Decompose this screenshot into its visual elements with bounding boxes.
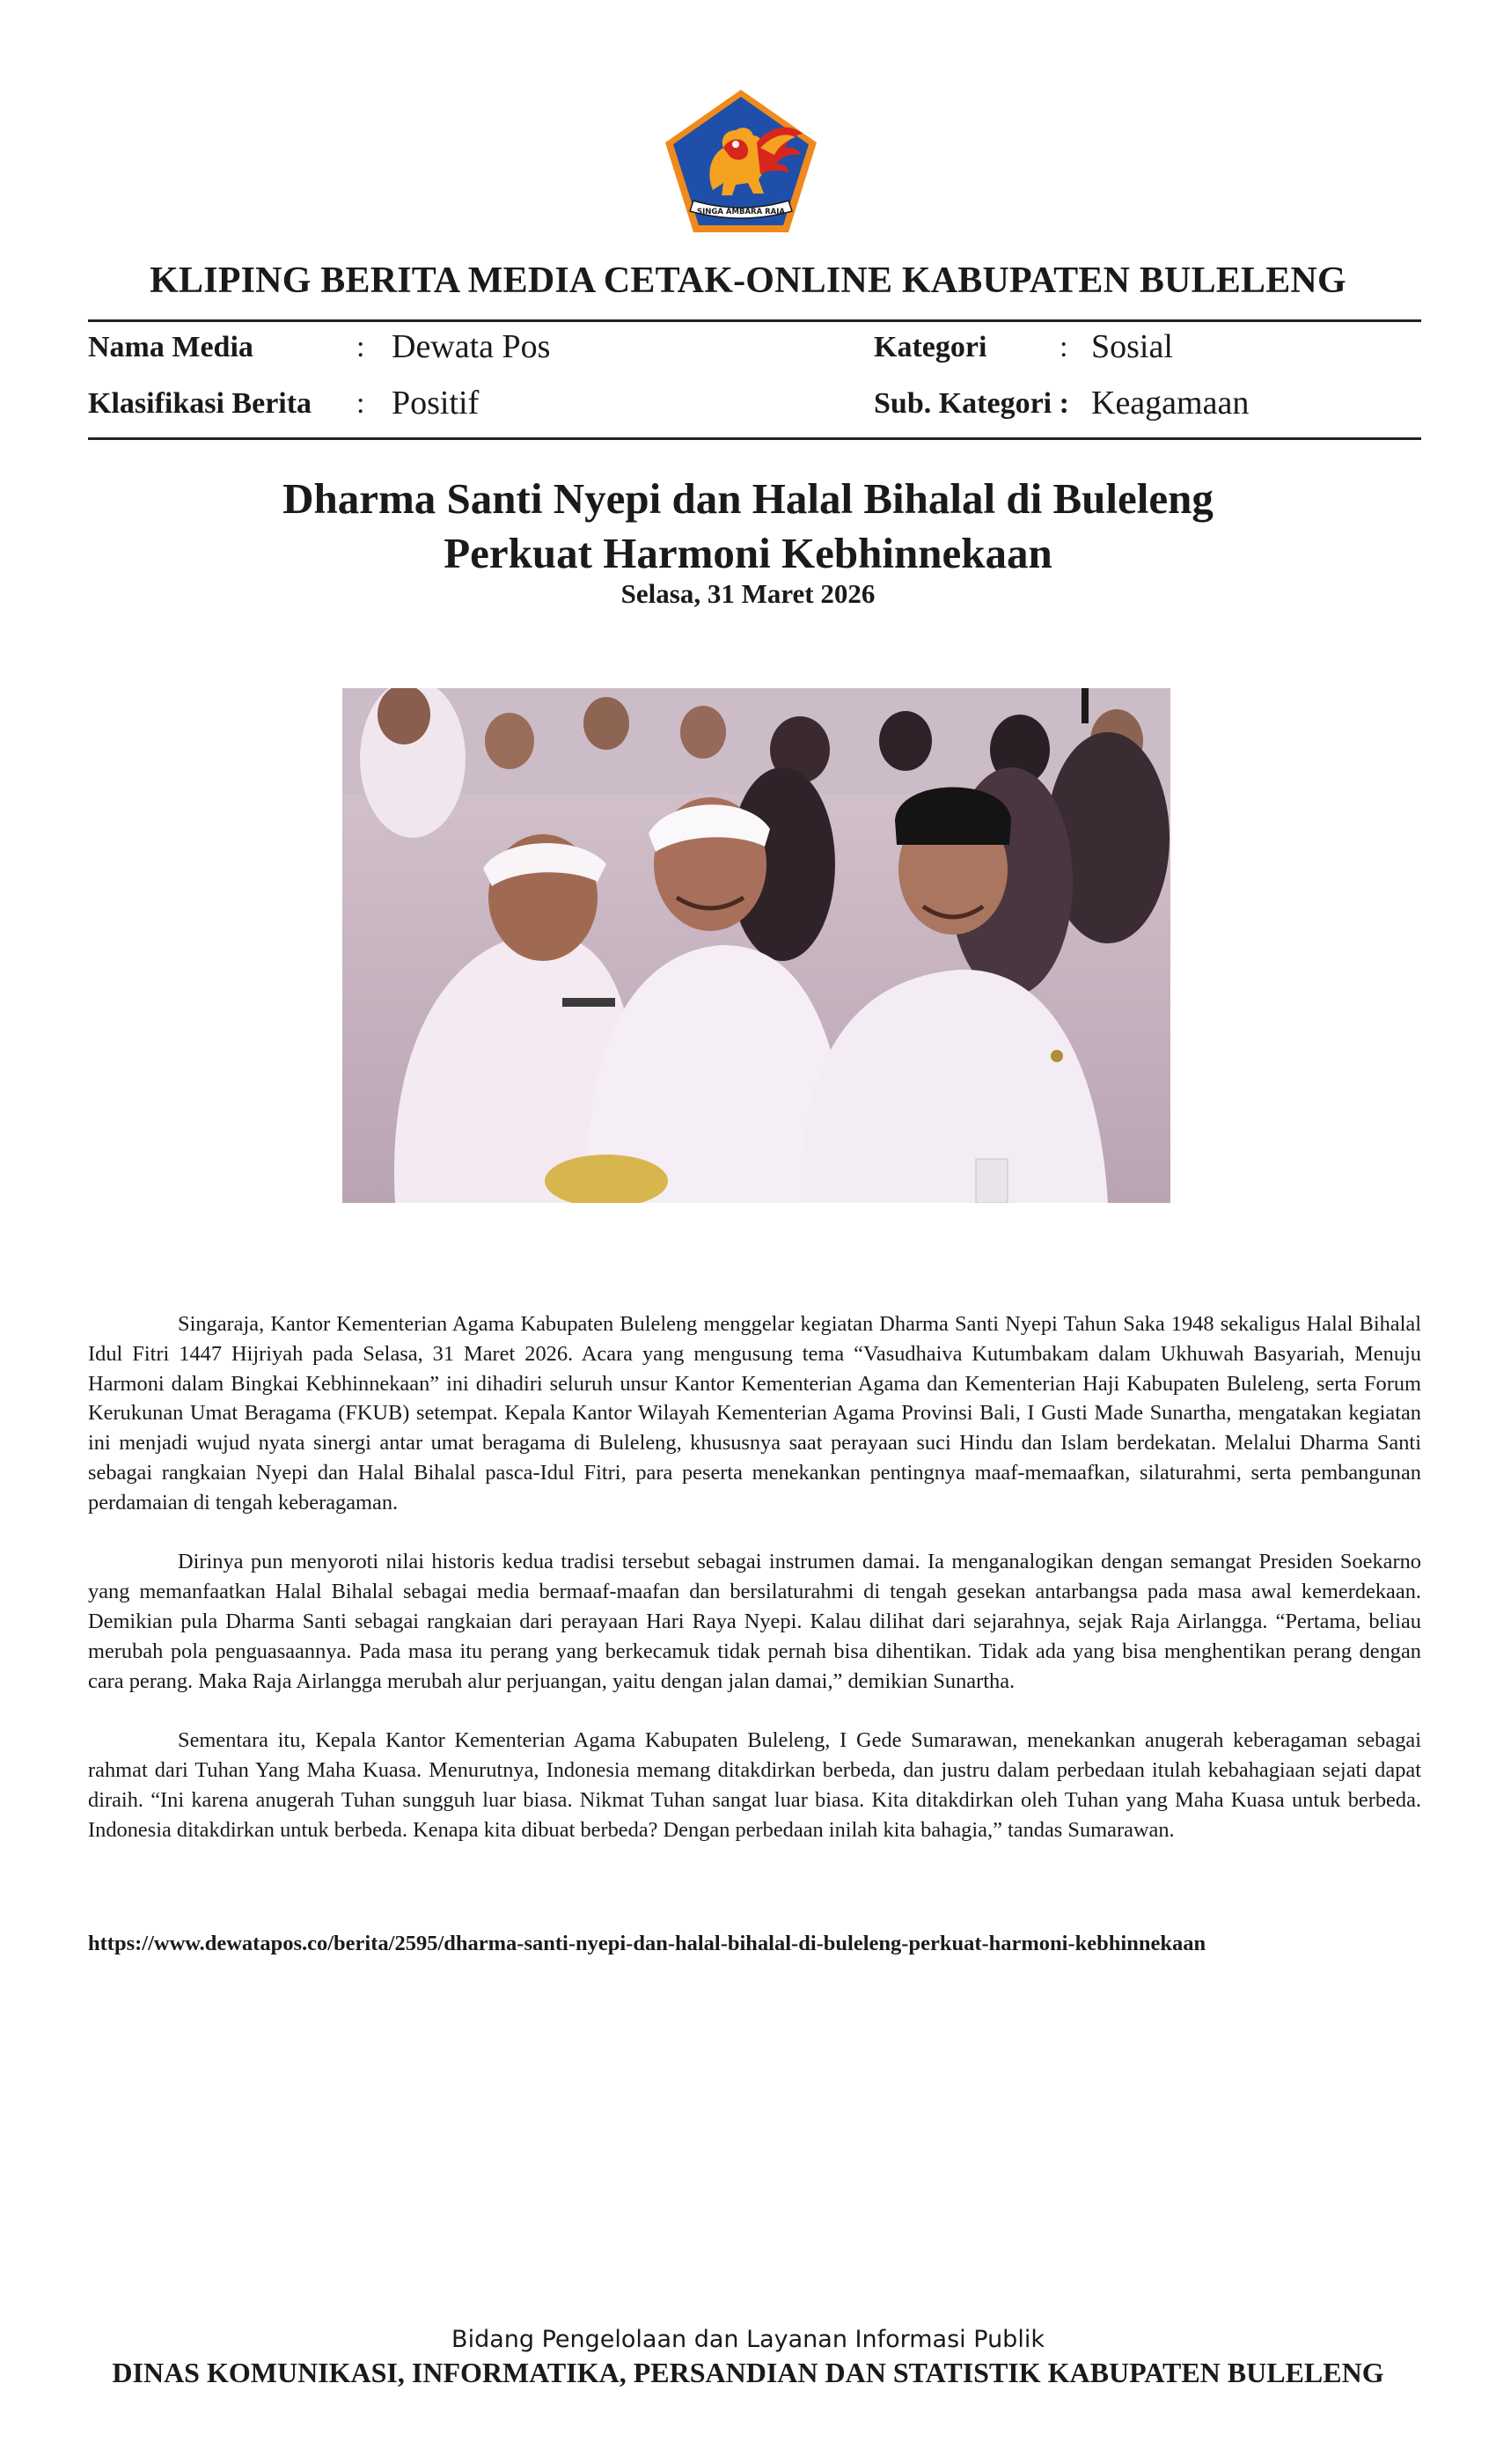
header-divider-top (88, 319, 1421, 322)
media-value: Dewata Pos (392, 328, 551, 365)
kabupaten-buleleng-crest-icon (662, 86, 820, 236)
klasifikasi-colon: : (356, 387, 365, 420)
page-title: KLIPING BERITA MEDIA CETAK-ONLINE KABUPATEN BULELENG (150, 260, 1346, 301)
article-headline-line1: Dharma Santi Nyepi dan Halal Bihalal di Buleleng (282, 474, 1214, 523)
article-photo (342, 688, 1170, 1203)
footer-department: Bidang Pengelolaan dan Layanan Informasi Publik (451, 2326, 1045, 2353)
footer-agency: DINAS KOMUNIKASI, INFORMATIKA, PERSANDIAN DAN STATISTIK KABUPATEN BULELENG (112, 2357, 1384, 2388)
article-date: Selasa, 31 Maret 2026 (620, 578, 876, 609)
media-colon: : (356, 331, 365, 363)
kategori-value: Sosial (1091, 328, 1173, 365)
header-divider-bottom (88, 437, 1421, 440)
kategori-label: Kategori (874, 331, 987, 363)
subkategori-value: Keagamaan (1091, 385, 1250, 422)
article-paragraph: Singaraja, Kantor Kementerian Agama Kabupaten Buleleng menggelar kegiatan Dharma Santi Nyepi Tahun Saka 1948 sekaligus Halal Bihalal Idul Fitri 1447 Hijriyah pada Selasa, 31 Maret 2026. Acara yang mengusung tema “Vasudhaiva Kutumbakam dalam Ukhuwah Basyariah, Menuju Harmoni dalam Bingkai Kebhinnekaan” ini dihadiri seluruh unsur Kantor Kementerian Agama dan Kementerian Haji Kabupaten Buleleng, serta Forum Kerukunan Umat Beragama (FKUB) setempat. Kepala Kantor Wilayah Kementerian Agama Provinsi Bali, I Gusti Made Sunartha, mengatakan kegiatan ini menjadi wujud nyata sinergi antar umat beragama di Buleleng, khususnya saat perayaan suci Hindu dan Islam berdekatan. Melalui Dharma Santi sebagai rangkaian Nyepi dan Halal Bihalal pasca-Idul Fitri, para peserta menekankan pentingnya maaf-memaafkan, silaturahmi, serta pembangunan perdamaian di tengah keberagaman. (88, 1312, 1421, 1514)
subkategori-label: Sub. Kategori : (874, 387, 1069, 420)
kategori-colon: : (1060, 331, 1068, 363)
klasifikasi-value: Positif (392, 385, 480, 422)
article-paragraph: Dirinya pun menyoroti nilai historis kedua tradisi tersebut sebagai instrumen damai. Ia menganalogikan dengan semangat Presiden Soekarno yang memanfaatkan Halal Bihalal sebagai media bermaaf-maafan dan bersilaturahmi di tengah gesekan antarbangsa pada masa awal kemerdekaan. Demikian pula Dharma Santi sebagai rangkaian dari perayaan Hari Raya Nyepi. Kalau dilihat dari sejarahnya, sejak Raja Airlangga. “Pertama, beliau merubah pola penguasaannya. Pada masa itu perang yang berkecamuk tidak pernah bisa dihentikan. Tidak ada yang bisa menghentikan perang dengan cara perang. Maka Raja Airlangga merubah alur perjuangan, yaitu dengan jalan damai,” demikian Sunartha. (88, 1550, 1421, 1693)
media-label: Nama Media (88, 331, 253, 363)
crest-motto: SINGA AMBARA RAJA (697, 208, 785, 216)
source-url[interactable]: https://www.dewatapos.co/berita/2595/dharma-santi-nyepi-dan-halal-bihalal-di-buleleng-perkuat-harmoni-kebhinnekaan (88, 1932, 1206, 1955)
klasifikasi-label: Klasifikasi Berita (88, 387, 312, 420)
article-headline-line2: Perkuat Harmoni Kebhinnekaan (444, 529, 1052, 577)
article-paragraph: Sementara itu, Kepala Kantor Kementerian Agama Kabupaten Buleleng, I Gede Sumarawan, menekankan anugerah keberagaman sebagai rahmat dari Tuhan Yang Maha Kuasa. Menurutnya, Indonesia memang ditakdirkan berbeda, dan justru dalam perbedaan itulah kebahagiaan sejati dapat diraih. “Ini karena anugerah Tuhan sungguh luar biasa. Nikmat Tuhan sangat luar biasa. Kita ditakdirkan oleh Tuhan yang Maha Kuasa untuk berbeda. Indonesia ditakdirkan untuk berbeda. Kenapa kita dibuat berbeda? Dengan perbedaan inilah kita bahagia,” tandas Sumarawan. (88, 1728, 1421, 1842)
article-body (88, 1309, 1421, 1874)
